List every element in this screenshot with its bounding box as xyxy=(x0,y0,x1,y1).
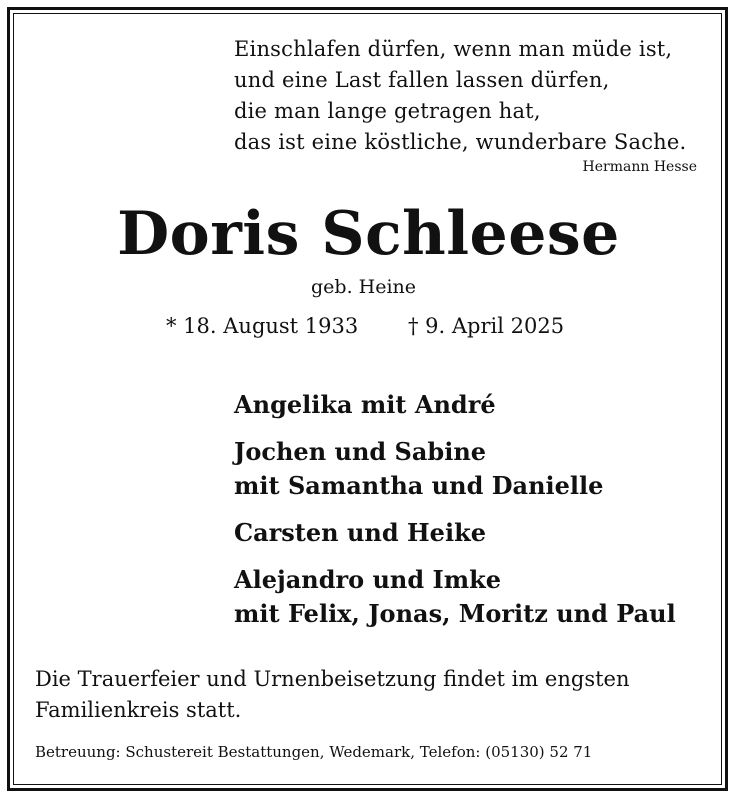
quote-line: die man lange getragen hat, xyxy=(234,99,541,123)
mourner-group xyxy=(234,516,676,550)
birth-date: * 18. August 1933 xyxy=(166,314,359,338)
mourner-line: Jochen und Sabine xyxy=(234,437,487,466)
quote-author: Hermann Hesse xyxy=(582,159,697,175)
mourner-line: Carsten und Heike xyxy=(234,518,486,547)
mourners-list xyxy=(234,388,676,644)
quote-line: Einschlafen dürfen, wenn man müde ist, xyxy=(234,37,673,61)
quote-line: das ist eine köstliche, wunderbare Sache. xyxy=(234,130,687,154)
mourner-line: mit Samantha und Danielle xyxy=(234,471,604,500)
death-date: † 9. April 2025 xyxy=(408,314,565,338)
mourner-line: Alejandro und Imke xyxy=(234,565,502,594)
funeral-notice: Die Trauerfeier und Urnenbeisetzung findet im engsten Familienkreis statt. xyxy=(35,667,630,722)
mourner-line: Angelika mit André xyxy=(234,390,496,419)
birth-name: geb. Heine xyxy=(311,276,417,298)
mourner-line: mit Felix, Jonas, Moritz und Paul xyxy=(234,599,676,628)
undertaker-info: Betreuung: Schustereit Bestattungen, Wedemark, Telefon: (05130) 52 71 xyxy=(35,743,593,761)
mourner-group xyxy=(234,435,676,503)
mourner-group xyxy=(234,563,676,631)
quote-block xyxy=(234,34,686,158)
mourner-group xyxy=(234,388,676,422)
deceased-name: Doris Schleese xyxy=(117,199,620,269)
quote-line: und eine Last fallen lassen dürfen, xyxy=(234,68,610,92)
